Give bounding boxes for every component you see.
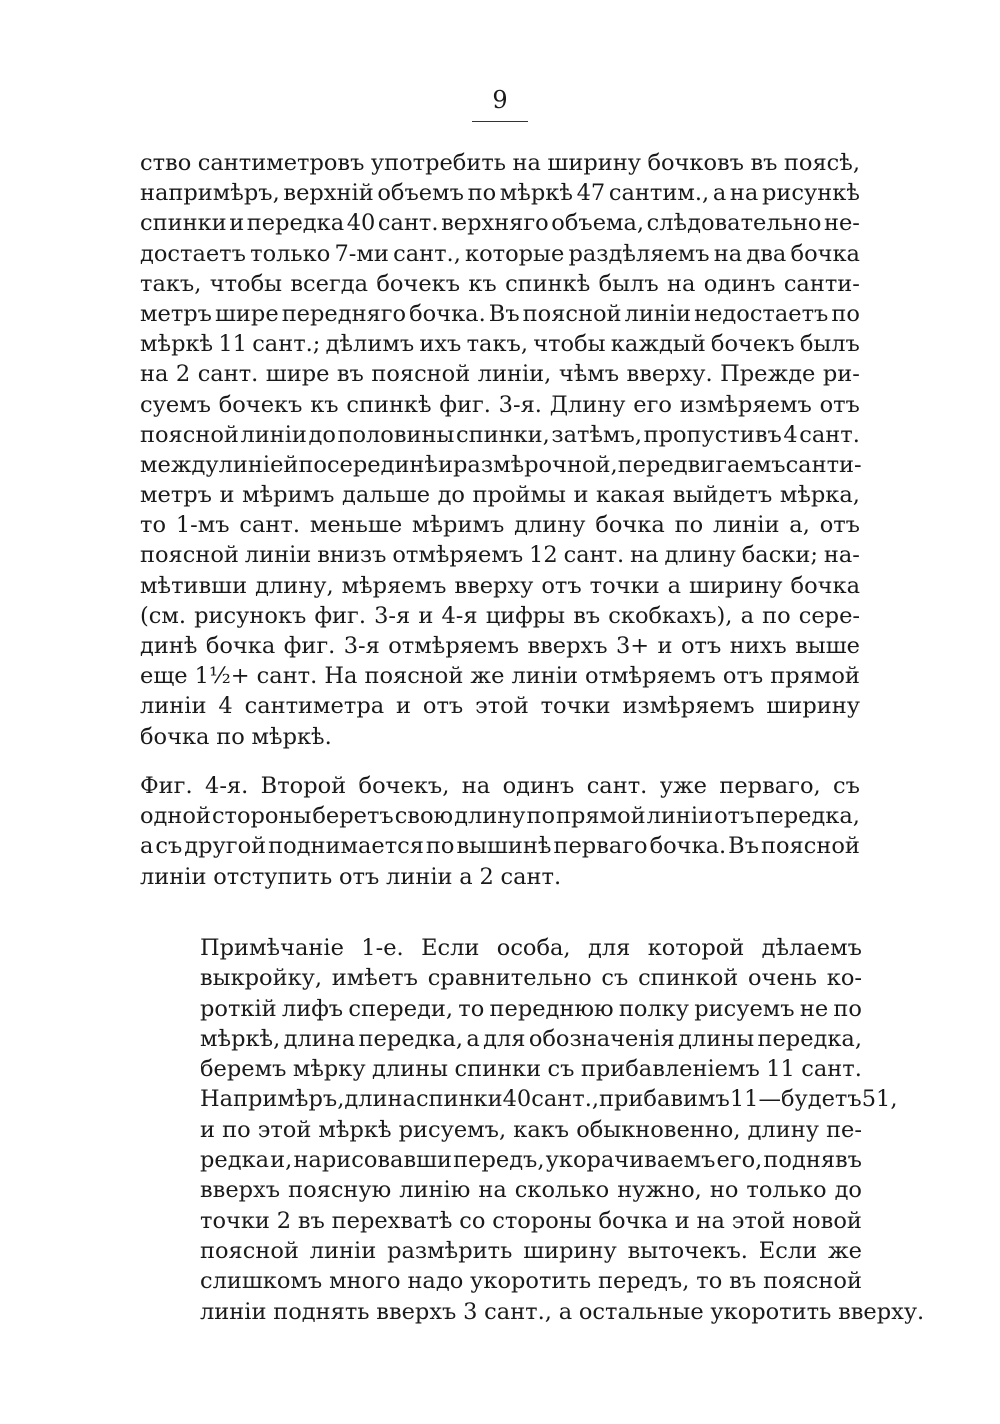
text-line: спинки и передка 40 сант. верхняго объема, слѣдовательно не- bbox=[140, 210, 860, 237]
text-line: линіи 4 сантиметра и отъ этой точки измѣряемъ ширину bbox=[140, 693, 860, 720]
text-line: редка и, нарисовавши передъ, укорачиваемъ его, поднявъ bbox=[200, 1147, 862, 1174]
text-line: еще 1½+ сант. На поясной же линіи отмѣряемъ отъ прямой bbox=[140, 663, 860, 690]
text-line: поясной линіи размѣрить ширину выточекъ. Если же bbox=[200, 1237, 862, 1264]
text-line: такъ, чтобы всегда бочекъ къ спинкѣ былъ на одинъ санти- bbox=[140, 270, 860, 297]
text-line: роткій лифъ спереди, то переднюю полку рисуемъ не по bbox=[200, 995, 862, 1022]
text-line: между линіей посерединѣ и размѣрочной, передвигаемъ санти- bbox=[140, 451, 862, 478]
text-line: слишкомъ много надо укоротить передъ, то въ поясной bbox=[200, 1268, 862, 1295]
text-line: поясной линіи до половины спинки, затѣмъ, пропустивъ 4 сант. bbox=[140, 421, 860, 448]
text-line: (см. рисунокъ фиг. 3-я и 4-я цифры въ скобкахъ), а по сере- bbox=[140, 602, 860, 629]
text-line: а съ другой поднимается по вышинѣ перваго бочка. Въ поясной bbox=[140, 833, 860, 860]
text-line: беремъ мѣрку длины спинки съ прибавленіемъ 11 сант. bbox=[200, 1056, 862, 1083]
page-number-rule bbox=[472, 121, 528, 122]
text-line: и по этой мѣркѣ рисуемъ, какъ обыкновенно, длину пе- bbox=[200, 1116, 862, 1143]
text-line: Фиг. 4-я. Второй бочекъ, на одинъ сант. уже перваго, съ bbox=[140, 773, 860, 799]
text-line: напримѣръ, верхній объемъ по мѣркѣ 47 сантим., а на рисункѣ bbox=[140, 180, 860, 207]
text-line: поясной линіи внизъ отмѣряемъ 12 сант. на длину баски; на- bbox=[140, 542, 860, 569]
text-line: метръ шире передняго бочка. Въ поясной линіи недостаетъ по bbox=[140, 300, 860, 327]
text-line: мѣркѣ, длина передка, а для обозначенія длины передка, bbox=[200, 1025, 862, 1052]
text-line: мѣтивши длину, мѣряемъ вверху отъ точки а ширину бочка bbox=[140, 572, 860, 599]
text-line: линіи отступить отъ линіи а 2 сант. bbox=[140, 863, 562, 890]
text-line: на 2 сант. шире въ поясной линіи, чѣмъ вверху. Прежде ри- bbox=[140, 361, 860, 388]
text-line: выкройку, имѣетъ сравнительно съ спинкой очень ко- bbox=[200, 965, 862, 992]
text-line: динѣ бочка фиг. 3-я отмѣряемъ вверхъ 3+ и отъ нихъ выше bbox=[140, 633, 860, 659]
text-line: метръ и мѣримъ дальше до проймы и какая выйдетъ мѣрка, bbox=[140, 482, 860, 509]
text-line: бочка по мѣркѣ. bbox=[140, 723, 332, 750]
text-line: суемъ бочекъ къ спинкѣ фиг. 3-я. Длину его измѣряемъ отъ bbox=[140, 391, 860, 418]
text-line: Напримѣръ, длина спинки 40 сант., прибавимъ 11—будетъ 51, bbox=[200, 1086, 898, 1113]
text-line: ство сантиметровъ употребить на ширину бочковъ въ поясѣ, bbox=[140, 150, 860, 176]
text-line: одной стороны беретъ свою длину по прямой линіи отъ передка, bbox=[140, 803, 860, 830]
paragraph-main bbox=[140, 148, 860, 752]
text-line: Примѣчаніе 1-е. Если особа, для которой дѣлаемъ bbox=[200, 935, 862, 961]
text-line: вверхъ поясную линію на сколько нужно, но только до bbox=[200, 1177, 862, 1204]
text-line: линіи поднять вверхъ 3 сант., а остальные укоротить вверху. bbox=[200, 1298, 925, 1325]
paragraph-fig-4 bbox=[140, 771, 860, 892]
text-line: мѣркѣ 11 сант.; дѣлимъ ихъ такъ, чтобы каждый бочекъ былъ bbox=[140, 331, 860, 358]
text-line: достаетъ только 7-ми сант., которые раздѣляемъ на два бочка bbox=[140, 240, 860, 267]
page-number: 9 bbox=[492, 86, 508, 114]
text-line: точки 2 въ перехватѣ со стороны бочка и на этой новой bbox=[200, 1207, 862, 1234]
paragraph-note-1 bbox=[200, 933, 925, 1327]
text-line: то 1-мъ сант. меньше мѣримъ длину бочка по линіи а, отъ bbox=[140, 512, 860, 539]
